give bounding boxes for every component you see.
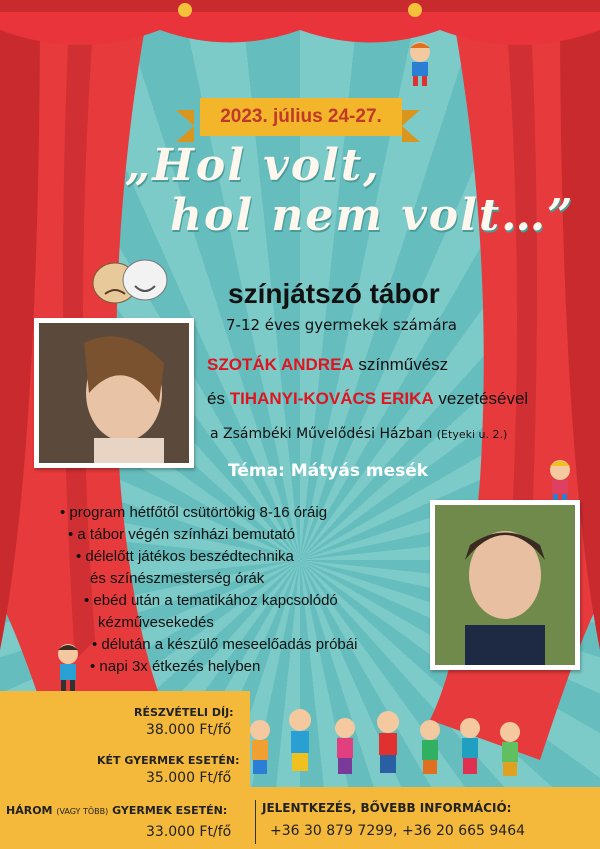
three-label-note: (VAGY TÖBB) (56, 807, 109, 816)
list-item: • délelőtt játékos beszédtechnika (76, 548, 294, 565)
leader-line-1 (207, 355, 448, 375)
banner-tail-left (176, 110, 194, 142)
program-list (60, 502, 358, 678)
kid-illustration-right (540, 456, 580, 506)
venue (210, 426, 507, 442)
leader-suffix-2: vezetésével (433, 389, 529, 408)
list-item: • program hétfőtől csütörtökig 8-16 óráig (60, 504, 328, 521)
two-children-value: 35.000 Ft/fő (146, 770, 232, 786)
kid-illustration-top (400, 38, 440, 88)
fee-label: RÉSZVÉTELI DÍJ: (134, 706, 234, 719)
photo-leader-2 (430, 500, 580, 670)
theatre-masks-icon (85, 258, 175, 308)
photo-leader-1 (34, 318, 194, 468)
date-banner: 2023. július 24-27. (200, 98, 402, 136)
three-children-label (6, 804, 227, 817)
venue-address: (Etyeki u. 2.) (436, 428, 508, 441)
leader-name-1: SZOTÁK ANDREA (207, 355, 354, 374)
theme: Téma: Mátyás mesék (228, 461, 429, 481)
contact-panel (250, 787, 600, 849)
list-item: • napi 3x étkezés helyben (90, 658, 261, 675)
leader-name-2: TIHANYI-KOVÁCS ERIKA (229, 389, 434, 408)
list-item: • ebéd után a tematikához kapcsolódó (84, 592, 338, 609)
camp-title: színjátszó tábor (228, 278, 440, 309)
divider (255, 800, 256, 844)
list-item: kézművesekedés (98, 614, 214, 631)
leader-role-1: színművész (353, 355, 449, 374)
portrait-image (435, 505, 575, 665)
list-item: és színészmesterség órák (90, 570, 265, 587)
title-line-2: hol nem volt…” (170, 190, 575, 241)
banner-tail-right (402, 110, 420, 142)
leader-line-2 (207, 389, 528, 409)
kids-group-illustration (240, 700, 540, 782)
top-valance (0, 0, 600, 80)
fee-value: 38.000 Ft/fő (146, 722, 232, 738)
three-label-main: HÁROM (6, 804, 53, 817)
list-item: • délután a készülő meseelőadás próbái (92, 636, 358, 653)
three-label-suffix: GYERMEK ESETÉN: (112, 804, 228, 817)
leader-prefix-2: és (207, 389, 230, 408)
camp-subtitle: 7-12 éves gyermekek számára (226, 316, 457, 334)
portrait-image (39, 323, 189, 463)
list-item: • a tábor végén színházi bemutató (68, 526, 296, 543)
venue-name: a Zsámbéki Művelődési Házban (210, 426, 433, 442)
contact-label: JELENTKEZÉS, BŐVEBB INFORMÁCIÓ: (262, 801, 512, 815)
two-children-label: KÉT GYERMEK ESETÉN: (97, 754, 240, 767)
contact-phones[interactable]: +36 30 879 7299, +36 20 665 9464 (270, 823, 526, 839)
three-children-value: 33.000 Ft/fő (146, 824, 232, 840)
title-line-1: „Hol volt, (125, 140, 381, 191)
